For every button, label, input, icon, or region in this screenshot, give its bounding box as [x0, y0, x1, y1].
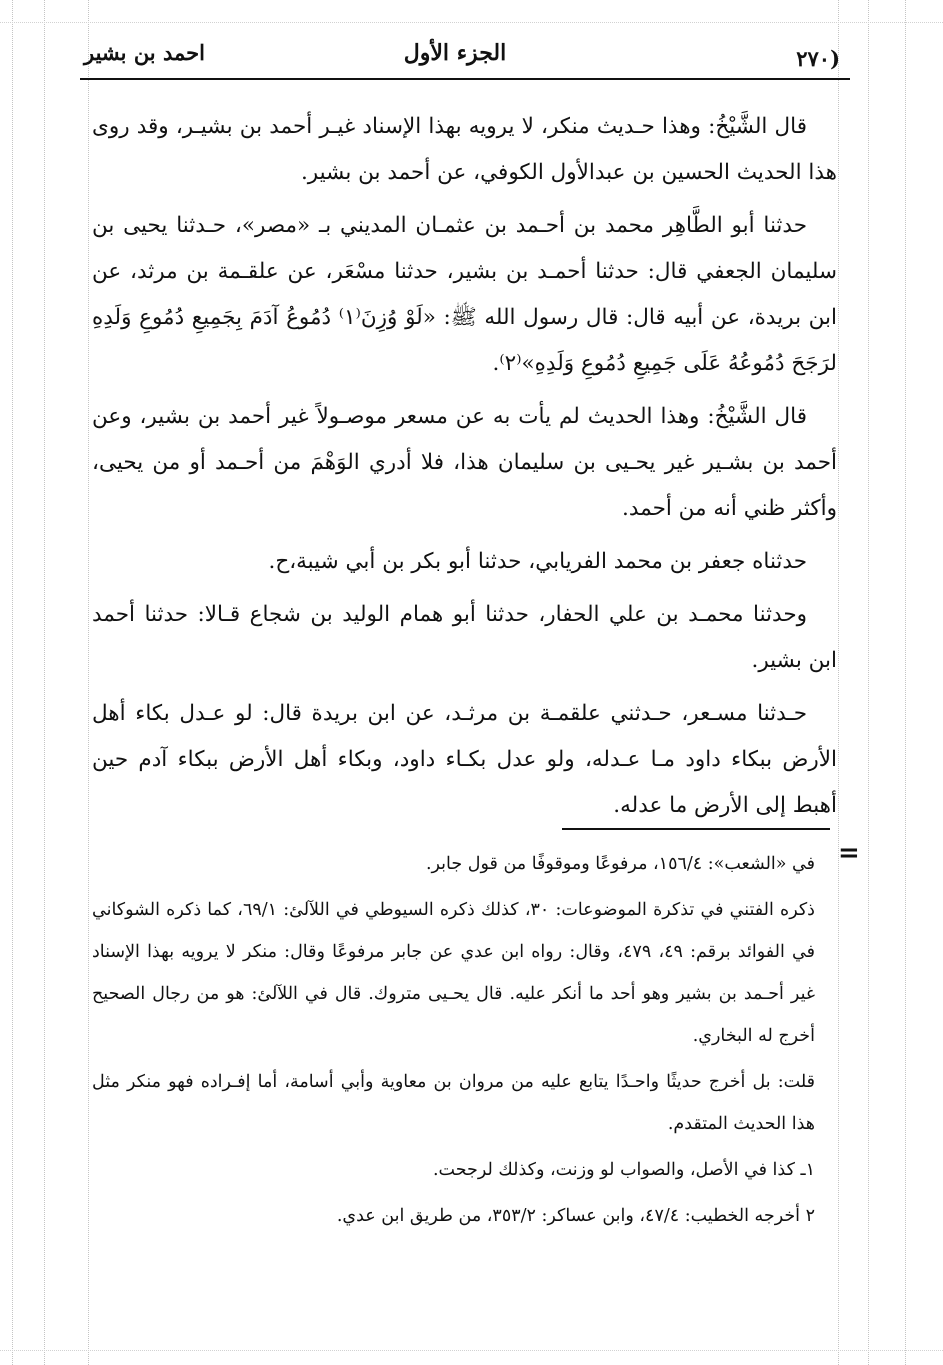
- paragraph: قال الشَّيْخُ: وهذا حـديث منكر، لا يرويه بهذا الإسناد غيـر أحمد بن بشيـر، وقد روى هذا الحديث الحسين بن عبدالأول الكوفي، عن أحمد بن بشير.: [92, 114, 837, 185]
- paragraph: حدثناه جعفر بن محمد الفريابي، حدثنا أبو بكر بن أبي شيبة،ح.: [268, 549, 807, 574]
- scan-guide-line: [12, 0, 13, 1365]
- scan-guide-line: [838, 0, 839, 1365]
- header-volume-title: الجزء الأول: [403, 40, 507, 66]
- footnote: في «الشعب»: ١٥٦/٤، مرفوعًا وموقوفًا من قول جابر.: [425, 854, 815, 874]
- scan-guide-line: [868, 0, 869, 1365]
- footnote: ٢ أخرجه الخطيب: ٤٧/٤، وابن عساكر: ٣٥٣/٢، من طريق ابن عدي.: [336, 1206, 815, 1226]
- header-rule: [80, 78, 850, 80]
- scan-guide-line: [44, 0, 45, 1365]
- footnote: قلت: بل أخرج حديثًا واحـدًا يتابع عليه من مروان بن معاوية وأبي أسامة، أما إفـراده فهو منكر مثل هذا الحديث المتقدم.: [92, 1072, 815, 1134]
- paragraph: حدثنا أبو الطَّاهِر محمد بن أحـمد بن عثمـان المديني بـ «مصر»، حـدثنا يحيى بن سليمان الجعفي قال: حدثنا أحمـد بن بشير، حدثنا مسْعَر، عن علقـمة بن مرثد، عن ابن بريدة، عن أبيه قال: قال رسول الله ﷺ: «لَوْ وُزِنَ⁽١⁾ دُمُوعُ آدَمَ بِجَمِيعِ دُمُوعِ وَلَدِهِ لرَجَحَ دُمُوعُهُ عَلَى جَمِيعِ دُمُوعِ وَلَدِهِ»⁽٢⁾.: [92, 213, 837, 376]
- scan-guide-line: [0, 22, 943, 23]
- main-text: [92, 104, 837, 836]
- paragraph: وحدثنا محمـد بن علي الحفار، حدثنا أبو همام الوليد بن شجاع قـالا: حدثنا أحمد ابن بشير.: [92, 602, 837, 673]
- header-section-title: احمد بن بشير: [84, 40, 205, 65]
- scan-guide-line: [88, 0, 89, 1365]
- scan-guide-line: [0, 1350, 943, 1351]
- page-header: [60, 38, 850, 78]
- footnote: ١ـ كذا في الأصل، والصواب لو وزنت، وكذلك لرجحت.: [432, 1160, 815, 1180]
- footnote-separator: [562, 828, 830, 830]
- paragraph: حـدثنا مسـعر، حـدثني علقمـة بن مرثـد، عن ابن بريدة قال: لو عـدل بكاء أهل الأرض ببكاء داود مـا عـدله، ولو عدل بكـاء داود، وبكاء أهل الأرض ببكاء آدم حين أهبط إلى الأرض ما عدله.: [92, 701, 837, 818]
- footnote-continuation-mark: =: [838, 838, 860, 868]
- paragraph: قال الشَّيْخُ: وهذا الحديث لم يأت به عن مسعر موصـولاً غير أحمد بن بشير، وعن أحمد بن بشـير غير يحـيى بن سليمان هذا، فلا أدري الوَهْمَ من أحـمد أو من يحيى، وأكثر ظني أنه من أحمد.: [92, 404, 837, 521]
- footnotes: [92, 843, 815, 1241]
- page-number: (٢٧٠: [796, 46, 840, 71]
- scan-guide-line: [905, 0, 906, 1365]
- footnote: ذكره الفتني في تذكرة الموضوعات: ٣٠، كذلك ذكره السيوطي في اللآلئ: ٦٩/١، كما ذكره الشوكاني في الفوائد برقم: ٤٩، ٤٧٩، وقال: رواه ابن عدي عن جابر مرفوعًا وقال: منكر لا يرويه بهذا الإسناد غير أحـمد بن بشير وهو أحد ما أنكر عليه. قال يحـيى متروك. قال في اللآلئ: هو من رجال الصحيح أخرج له البخاري.: [92, 900, 815, 1046]
